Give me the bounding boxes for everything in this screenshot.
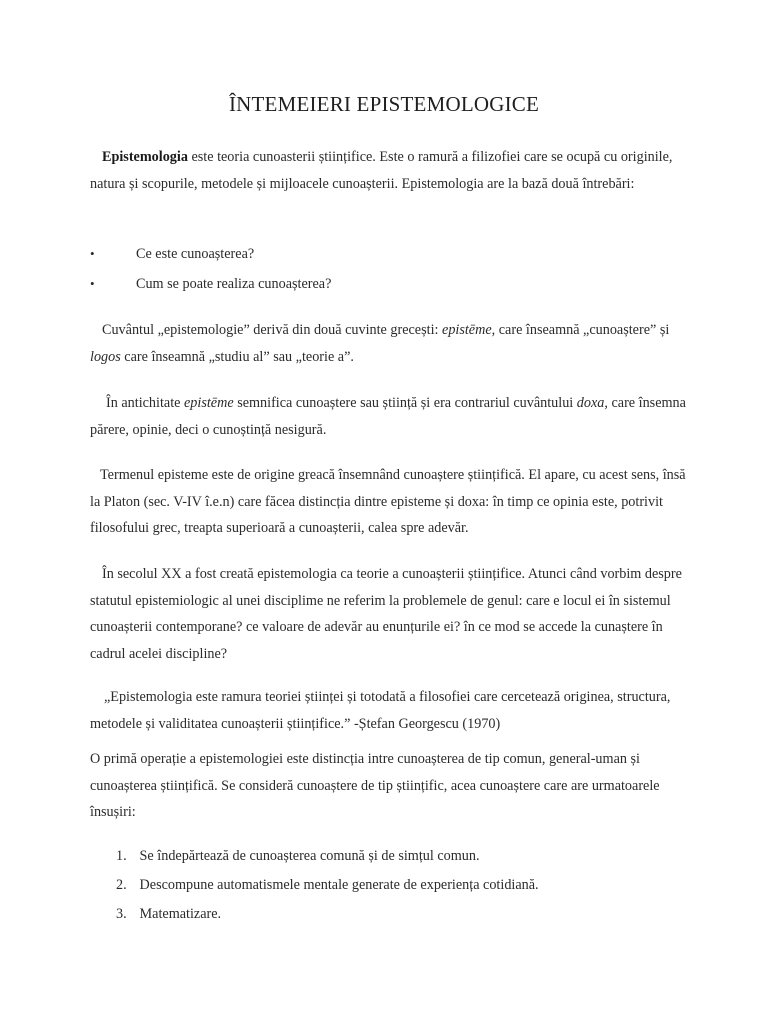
list-text: Descompune automatismele mentale generate de experiența cotidiană. — [139, 877, 539, 893]
list-text: Se îndepărtează de cunoașterea comună și de simțul comun. — [139, 848, 480, 864]
text-segment: , care însemna părere, opinie, deci o cunoștință nesigură. — [90, 395, 686, 438]
list-number: 1. — [116, 848, 127, 864]
term-episteme: epistēme — [184, 395, 234, 411]
list-number: 2. — [116, 877, 127, 893]
paragraph-etymology — [90, 317, 690, 370]
term-episteme: epistēme — [442, 322, 492, 338]
list-item — [116, 872, 539, 898]
list-item — [116, 901, 221, 927]
text-segment: care înseamnă „studiu al” sau „teorie a”. — [120, 348, 354, 365]
paragraph-twentieth-century: În secolul XX a fost creată epistemologia ca teorie a cunoașterii științifice. Atunci când vorbim despre statutul epistemiologic al unei disciplime ne referim la problemele de genul: care e locul ei în sistemul cunoașterii contemporane? ce valoare de adevăr au enunțurile ei? în ce mod se accede la cunaștere în cadrul acelei discipline? — [90, 566, 682, 662]
list-item — [116, 843, 480, 869]
text-segment: Cuvântul „epistemologie” derivă din două cuvinte grecești: — [102, 322, 443, 338]
paragraph-term-origin: Termenul episteme este de origine greacă însemnând cunoaștere științifică. El apare, cu acest sens, însă la Platon (sec. V-IV î.e.n) care făcea distincția dintre episteme și doxa: în timp ce opinia este, potrivit filosofului grec, treapta superioară a cunoașterii, calea spre adevăr. — [90, 467, 686, 536]
paragraph-intro — [90, 144, 690, 197]
bullet-icon: • — [90, 276, 95, 291]
paragraph-first-operation: O primă operație a epistemologiei este distincția intre cunoașterea de tip comun, general-uman și cunoașterea științifică. Se consideră cunoaștere de tip științific, acea cunoaștere care are urmatoarele însușiri: — [90, 751, 660, 820]
document-title: ÎNTEMEIERI EPISTEMOLOGICE — [228, 92, 540, 116]
paragraph-antiquity — [90, 390, 690, 443]
list-text: Matematizare. — [139, 906, 222, 922]
quote-georgescu: „Epistemologia este ramura teoriei științei și totodată a filosofiei care cercetează originea, structura, metodele și validitatea cunoașterii științifice.” -Ștefan Georgescu (1970) — [90, 689, 671, 732]
bullet-text: Cum se poate realiza cunoașterea? — [136, 276, 332, 292]
text-segment: , care înseamnă „cunoaștere” și — [491, 322, 670, 338]
text-segment: În antichitate — [106, 395, 184, 411]
term-doxa: doxa — [576, 395, 605, 411]
text-segment: semnifica cunoaștere sau știință și era contrariul cuvântului — [233, 395, 577, 411]
paragraph-intro-text: este teoria cunoasterii științifice. Este o ramură a filizofiei care se ocupă cu originile, natura și scopurile, metodele și mijloacele cunoașterii. Epistemologia are la bază două întrebări: — [90, 149, 673, 192]
term-epistemologia: Epistemologia — [102, 149, 188, 165]
bullet-icon: • — [90, 246, 95, 261]
term-logos: logos — [90, 348, 121, 365]
list-number: 3. — [116, 906, 127, 922]
bullet-text: Ce este cunoașterea? — [136, 246, 255, 262]
